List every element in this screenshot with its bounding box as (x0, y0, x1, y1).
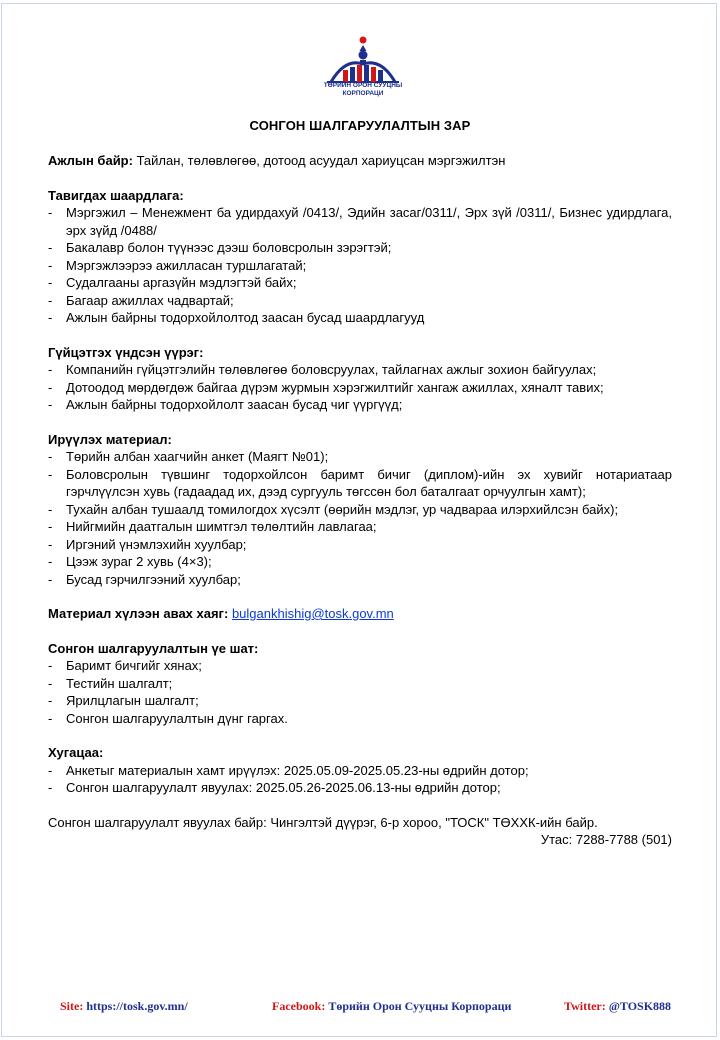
list-item: - Баримт бичгийг хянах; (48, 657, 672, 675)
duties-list (48, 361, 672, 414)
list-item: - Төрийн албан хаагчийн анкет (Маягт №01); (48, 448, 672, 466)
list-item: - Ажлын байрны тодорхойлолт заасан бусад чиг үүргүүд; (48, 396, 672, 414)
list-item: - Тухайн албан тушаалд томилогдох хүсэлт (өөрийн мэдлэг, ур чадвараа илэрхийлсэн байх); (48, 501, 672, 519)
list-item: - Ажлын байрны тодорхойлолтод заасан бусад шаардлагууд (48, 309, 672, 327)
list-item: - Тестийн шалгалт; (48, 675, 672, 693)
venue-text: Сонгон шалгаруулалт явуулах байр: Чингэлтэй дүүрэг, 6-р хороо, "ТОСК" ТӨХХК-ийн байр. (48, 814, 598, 830)
deadline-list (48, 762, 672, 797)
address-line (48, 605, 672, 623)
list-item: - Сонгон шалгаруулалтын дүнг гаргах. (48, 710, 672, 728)
requirements-heading: Тавигдах шаардлага: (48, 187, 184, 203)
stages-heading: Сонгон шалгаруулалтын үе шат: (48, 640, 259, 656)
list-item: - Сонгон шалгаруулалт явуулах: 2025.05.26-2025.06.13-ны өдрийн дотор; (48, 779, 672, 797)
deadline-heading: Хугацаа: (48, 745, 104, 760)
list-item: - Мэргэжлээрээ ажилласан туршлагатай; (48, 257, 672, 275)
footer-facebook[interactable] (272, 999, 511, 1014)
phone-text: Утас: 7288-7788 (501) (540, 832, 672, 847)
footer-twitter-label: Twitter: (564, 999, 606, 1013)
list-item: - Дотоодод мөрдөгдөж байгаа дүрэм журмын хэрэгжилтийг хангаж ажиллах, хяналт тавих; (48, 379, 672, 397)
position-line (48, 152, 672, 170)
list-item: - Боловсролын түвшинг тодорхойлсон баримт бичиг (диплом)-ийн эх хувийг нотариатаар гэрчлүүлсэн хувь (гадаадад их, дээд сургууль төгссөн бол баталгаат орчуулгын хамт); (48, 466, 672, 501)
footer-twitter-value: @TOSK888 (605, 999, 672, 1013)
materials-list (48, 448, 672, 588)
document-title: СОНГОН ШАЛГАРУУЛАЛТЫН ЗАР (249, 118, 471, 133)
list-item: - Иргэний үнэмлэхийн хуулбар; (48, 536, 672, 554)
list-item: - Бусад гэрчилгээний хуулбар; (48, 571, 672, 589)
logo-line-2: КОРПОРАЦИ (342, 90, 384, 97)
list-item: - Компанийн гүйцэтгэлийн төлөвлөгөө боловсруулах, тайлагнах ажлыг зохион байгуулах; (48, 361, 672, 379)
list-item: - Багаар ажиллах чадвартай; (48, 292, 672, 310)
footer-site-label: Site: (60, 999, 84, 1013)
footer-facebook-label: Facebook: (272, 999, 326, 1013)
list-item: - Ярилцлагын шалгалт; (48, 692, 672, 710)
footer-site[interactable] (60, 999, 188, 1014)
footer-twitter[interactable] (564, 999, 671, 1014)
logo-caption (318, 82, 408, 98)
list-item: - Судалгааны аргазүйн мэдлэгтэй байх; (48, 274, 672, 292)
requirements-list (48, 204, 672, 327)
position-label: Ажлын байр: (48, 153, 133, 168)
list-item: - Цээж зураг 2 хувь (4×3); (48, 553, 672, 571)
stages-list (48, 657, 672, 727)
footer (0, 999, 720, 1017)
list-item: - Анкетыг материалын хамт ирүүлэх: 2025.05.09-2025.05.23-ны өдрийн дотор; (48, 762, 672, 780)
address-label: Материал хүлээн авах хаяг: (48, 606, 229, 621)
list-item: - Нийгмийн даатгалын шимтгэл төлөлтийн лавлагаа; (48, 518, 672, 536)
list-item: - Бакалавр болон түүнээс дээш боловсролын зэрэгтэй; (48, 239, 672, 257)
email-link[interactable]: bulgankhishig@tosk.gov.mn (231, 606, 394, 621)
duties-heading: Гүйцэтгэх үндсэн үүрэг: (48, 344, 204, 360)
document-body (48, 152, 672, 849)
footer-site-value: https://tosk.gov.mn/ (83, 999, 188, 1013)
list-item: - Мэргэжил – Менежмент ба удирдахуй /0413/, Эдийн засаг/0311/, Эрх зүй /0311/, Бизнес удирдлага, эрх зүйд /0488/ (48, 204, 672, 239)
materials-heading: Ирүүлэх материал: (48, 431, 172, 447)
footer-facebook-value: Төрийн Орон Сууцны Корпораци (325, 999, 512, 1013)
logo-line-1: ТӨРИЙН ОРОН СУУЦНЫ (323, 82, 403, 89)
position-value: Тайлан, төлөвлөгөө, дотоод асуудал хариуцсан мэргэжилтэн (132, 153, 506, 168)
